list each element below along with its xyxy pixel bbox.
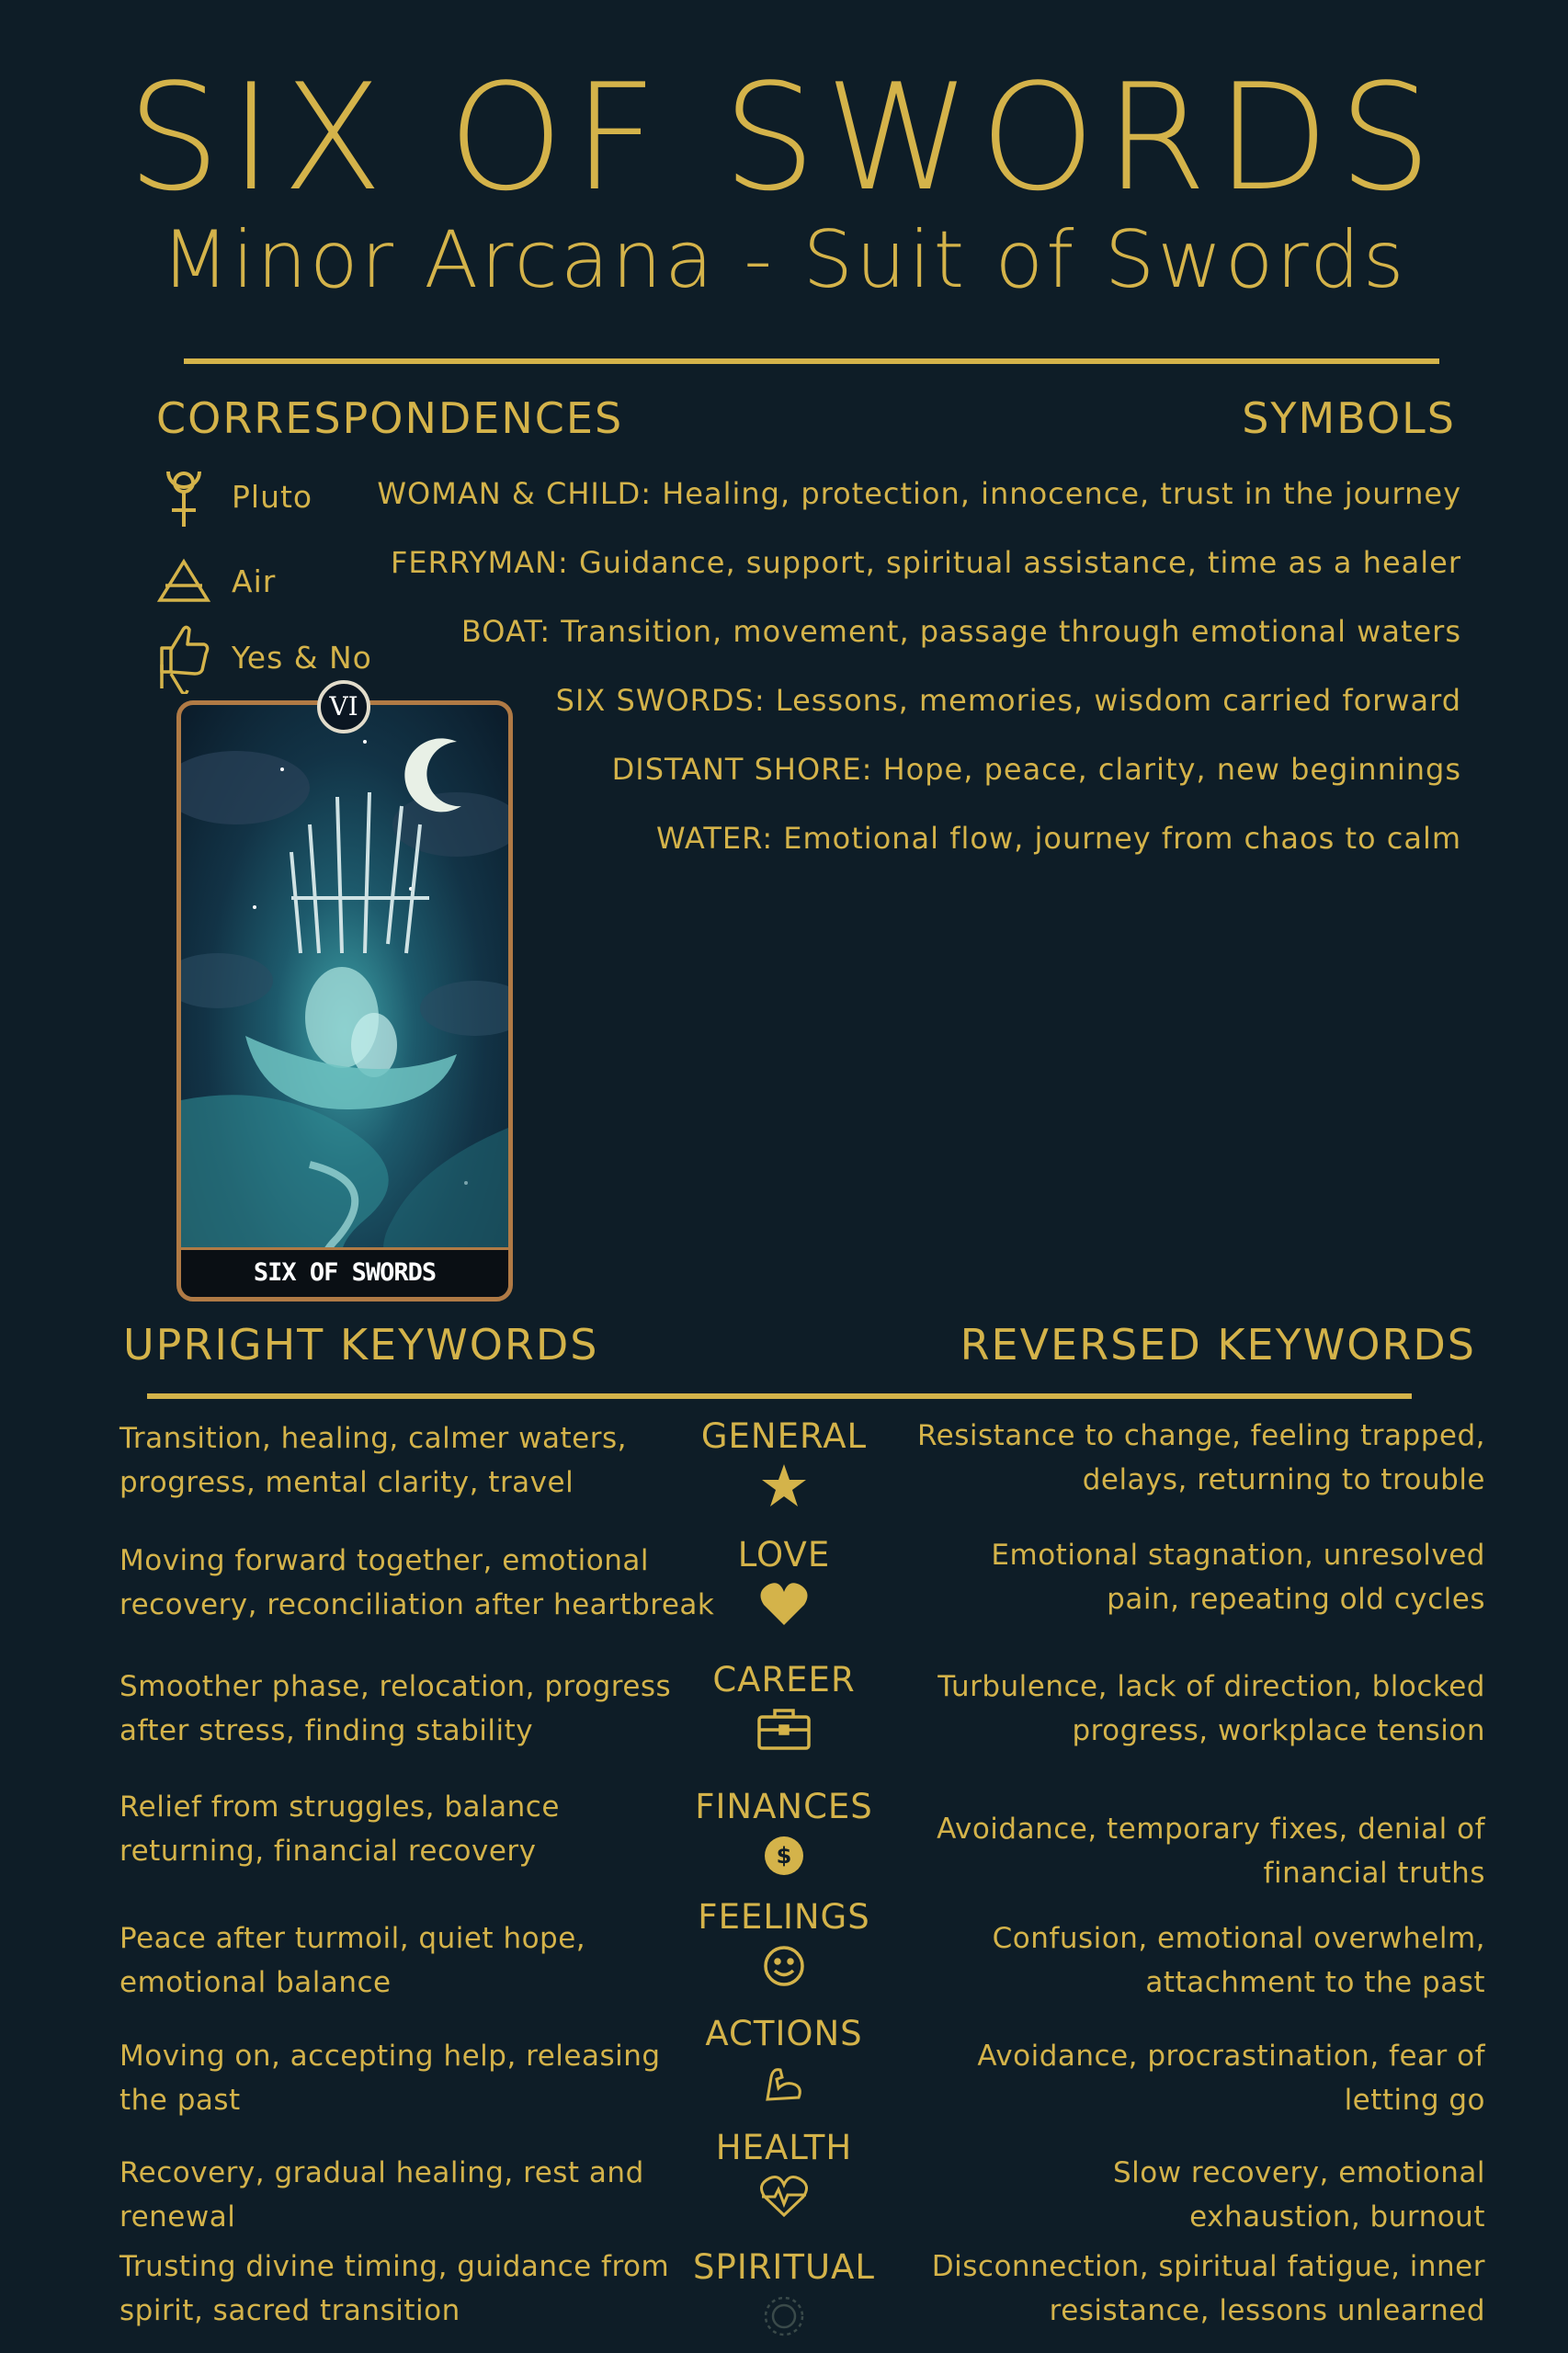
reversed-actions: [977, 2034, 1485, 2122]
card-illustration: [181, 705, 508, 1297]
upright-general: [119, 1416, 627, 1505]
keyword-line: resistance, lessons unlearned: [1049, 2294, 1485, 2327]
correspondence-item-pluto: [154, 464, 312, 529]
category-spiritual: [692, 2247, 876, 2341]
keyword-line: emotional balance: [119, 1966, 392, 1999]
dollar-coin-icon: [692, 1831, 876, 1881]
keyword-line: after stress, finding stability: [119, 1714, 534, 1747]
keyword-line: letting go: [1344, 2084, 1485, 2117]
keyword-line: Confusion, emotional overwhelm,: [992, 1922, 1485, 1955]
pluto-icon: [154, 464, 213, 529]
symbols-list: [377, 471, 1461, 884]
upright-actions: [119, 2034, 661, 2122]
chakra-icon: [692, 2291, 876, 2341]
upright-feelings: [119, 1916, 585, 2005]
reversed-spiritual: [932, 2245, 1485, 2333]
reversed-finances: [937, 1807, 1485, 1895]
correspondence-label: Air: [232, 563, 277, 599]
briefcase-icon: [692, 1704, 876, 1754]
keyword-line: Transition, healing, calmer waters,: [119, 1422, 627, 1455]
keyword-line: Moving on, accepting help, releasing: [119, 2040, 661, 2073]
keyword-line: spirit, sacred transition: [119, 2294, 460, 2327]
reversed-general: [917, 1414, 1485, 1502]
category-label: GENERAL: [700, 1416, 868, 1456]
air-triangle-icon: [154, 549, 213, 613]
keyword-line: Trusting divine timing, guidance from: [119, 2250, 670, 2283]
category-label: FEELINGS: [698, 1897, 870, 1937]
card-name-banner: SIX OF SWORDS: [181, 1247, 508, 1297]
keyword-line: Smoother phase, relocation, progress: [119, 1670, 672, 1703]
keyword-line: progress, workplace tension: [1072, 1714, 1485, 1747]
category-general: [692, 1416, 876, 1510]
keyword-line: renewal: [119, 2200, 236, 2234]
keyword-line: Turbulence, lack of direction, blocked: [937, 1670, 1485, 1703]
card-numeral-badge: VI: [317, 680, 370, 733]
heartbeat-icon: [692, 2172, 876, 2222]
reversed-health: [1113, 2151, 1485, 2239]
upright-love: [119, 1539, 714, 1627]
keyword-line: the past: [119, 2084, 241, 2117]
keyword-line: progress, mental clarity, travel: [119, 1466, 574, 1499]
category-actions: [692, 2014, 876, 2108]
heart-icon: [692, 1579, 876, 1629]
smiley-icon: [692, 1941, 876, 1991]
symbol-item: FERRYMAN: Guidance, support, spiritual assistance, time as a healer: [391, 545, 1461, 580]
category-health: [692, 2128, 876, 2222]
keyword-line: delays, returning to trouble: [1082, 1463, 1485, 1496]
symbol-item: WOMAN & CHILD: Healing, protection, innocence, trust in the journey: [377, 476, 1461, 511]
category-label: FINANCES: [695, 1787, 873, 1826]
keyword-line: Slow recovery, emotional: [1112, 2156, 1485, 2189]
category-label: ACTIONS: [705, 2014, 863, 2053]
keyword-line: Disconnection, spiritual fatigue, inner: [931, 2250, 1485, 2283]
symbols-heading: SYMBOLS: [1242, 393, 1456, 443]
symbol-item: DISTANT SHORE: Hope, peace, clarity, new beginnings: [611, 752, 1461, 787]
correspondence-item-air: [154, 549, 276, 613]
page-title: SIX OF SWORDS: [127, 51, 1441, 223]
keyword-line: Avoidance, procrastination, fear of: [977, 2040, 1485, 2073]
keyword-line: exhaustion, burnout: [1189, 2200, 1485, 2234]
keyword-line: returning, financial recovery: [119, 1835, 537, 1868]
reversed-career: [937, 1665, 1485, 1753]
upright-career: [119, 1665, 671, 1753]
symbol-item: BOAT: Transition, movement, passage through emotional waters: [460, 614, 1461, 649]
tarot-card-image: [176, 700, 513, 1302]
svg-text:$: $: [776, 1843, 792, 1869]
keyword-line: Resistance to change, feeling trapped,: [917, 1419, 1485, 1452]
symbol-item: SIX SWORDS: Lessons, memories, wisdom carried forward: [555, 683, 1461, 718]
upright-spiritual: [119, 2245, 669, 2333]
keyword-line: Peace after turmoil, quiet hope,: [119, 1922, 586, 1955]
star-icon: [692, 1461, 876, 1510]
correspondence-label: Yes & No: [232, 639, 372, 676]
upright-keywords-heading: UPRIGHT KEYWORDS: [123, 1320, 599, 1370]
upright-finances: [119, 1785, 560, 1873]
keyword-line: Relief from struggles, balance: [119, 1790, 560, 1824]
keyword-line: Recovery, gradual healing, rest and: [119, 2156, 644, 2189]
correspondences-heading: CORRESPONDENCES: [156, 393, 624, 443]
page-subtitle: Minor Arcana - Suit of Swords: [161, 214, 1407, 306]
reversed-keywords-heading: REVERSED KEYWORDS: [960, 1320, 1476, 1370]
category-career: [692, 1660, 876, 1754]
keyword-line: financial truths: [1263, 1857, 1485, 1890]
category-feelings: [692, 1897, 876, 1991]
category-finances: [692, 1787, 876, 1881]
category-label: CAREER: [712, 1660, 856, 1699]
category-label: SPIRITUAL: [693, 2247, 875, 2287]
category-love: [692, 1535, 876, 1629]
correspondence-label: Pluto: [232, 478, 313, 515]
reversed-feelings: [993, 1916, 1485, 2005]
keyword-line: Avoidance, temporary fixes, denial of: [937, 1813, 1485, 1846]
flexed-arm-icon: [692, 2058, 876, 2108]
keyword-line: Moving forward together, emotional: [119, 1544, 649, 1577]
category-label: LOVE: [737, 1535, 831, 1574]
upright-health: [119, 2151, 644, 2239]
thumbs-up-down-icon: [154, 625, 213, 689]
keyword-line: recovery, reconciliation after heartbreak: [119, 1588, 715, 1621]
keyword-line: Emotional stagnation, unresolved: [991, 1539, 1485, 1572]
keywords-divider: [147, 1393, 1412, 1399]
header-divider: [184, 358, 1439, 364]
keyword-line: attachment to the past: [1145, 1966, 1485, 1999]
keyword-line: pain, repeating old cycles: [1107, 1583, 1485, 1616]
category-label: HEALTH: [715, 2128, 853, 2167]
symbol-item: WATER: Emotional flow, journey from chaos to calm: [656, 821, 1461, 856]
reversed-love: [991, 1533, 1485, 1621]
